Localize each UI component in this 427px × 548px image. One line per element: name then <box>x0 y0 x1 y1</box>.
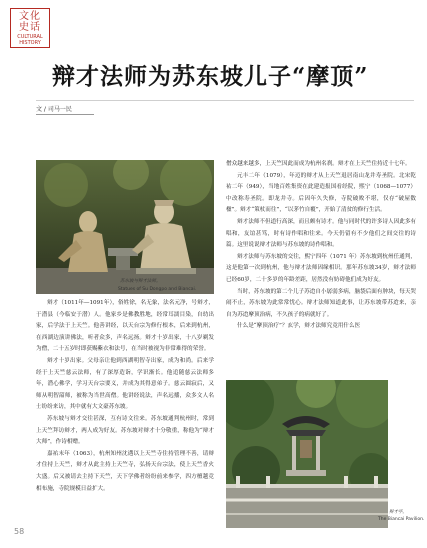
photo2-caption-en: The Biancai Pavilion. <box>378 517 425 522</box>
paragraph: 辩才（1011年—1091年），俗姓徐，名无象，法名元净，号辩才，于潜县（今临安于潜）人。他家乡是佛教胜地，经常耳濡目染，自幼出家，后学法于上天竺。他善讲经，以天台宗为修行根本，后来到杭州，在西湖边演讲佛法，听者众多，声名远扬。辩才十岁出家，十八岁剃发为僧，二十五岁时即获赐紫衣和法号，在当时被视为非常难得的荣誉。 <box>36 300 214 353</box>
paragraph: 元丰二年（1079），年迈的辩才从上天竺退居南山龙井寿圣院。北宋乾祐二年（949），当地百姓集资在此建造报国看经院，熙宁（1068—1077）中改称寿圣院。即龙井寺。后因年久失修，寺院破败不堪，仅存“破屋数楹”。辩才“策杖而往”，“以茅竹自覆”，开始了清贫的修行生活。 <box>226 172 416 214</box>
right-column <box>226 159 416 333</box>
paragraph: 僧众越来越多，上天竺因此而成为杭州名刹。辩才在上天竺住持近十七年。 <box>226 161 411 167</box>
photo1-caption-cn: 苏东坡与辩才法师。 <box>120 279 161 284</box>
left-column <box>36 298 214 495</box>
logo-chars: 文化 史话 <box>19 11 41 33</box>
pavilion-photo <box>226 380 388 528</box>
page-number: 58 <box>14 527 25 536</box>
author-byline: 文 / 司马一民 <box>36 106 72 113</box>
paragraph: 当时，苏东坡的第二个儿子苏迨自小孱弱多病，脑袋后面有肿块，每天哭闹不止，苏东坡为此常常忧心。辩才法师知道此事，让苏东坡带苏迨来，亲自为苏迨摩顶治病，不久孩子的病就好了。 <box>226 288 417 318</box>
author-divider <box>36 114 94 115</box>
article-title: 辩才法师为苏东坡儿子“摩顶” <box>52 63 369 90</box>
logo-subtitle: CULTURAL HISTORY <box>17 34 43 46</box>
photo1-caption-en: Statues of Su Dongpo and Biancai. <box>118 287 197 292</box>
paragraph: 苏东坡与辩才交往甚深，互有诗文往来。苏东坡通判杭州时，常到上天竺拜访辩才，两人成为好友。苏东坡对辩才十分敬重，称他为“辩才大师”，作诗相赠。 <box>36 415 214 446</box>
title-divider <box>36 100 414 101</box>
magazine-logo <box>10 8 50 48</box>
statue-photo <box>36 160 214 294</box>
photo2-caption-cn: 辩才亭。 <box>389 510 407 515</box>
paragraph: 辩才法师与苏东坡的交往，熙宁四年（1071 年）苏东坡到杭州任通判，这是他第一次到杭州，他与辩才法师因缘相识。那年苏东坡34岁，辩才法师已经60岁，二十多岁的年龄差距，居然没有妨碍他们成为好友。 <box>226 253 416 283</box>
paragraph: 辩才十岁出家。父母亲让他到西湖明智寺出家，成为和尚。后来学经于上天竺慈云法师，有了深厚造诣，学识渐长。他追随慈云法师多年，潜心佛学，学习天台宗要义，并成为其得意弟子。慈云圆寂后，又师从明智韶师，被称为当世高僧。他讲经说法，声名远播，众多文人名士纷纷来访，其中就有大文豪苏东坡。 <box>36 357 214 411</box>
paragraph: 辩才法师不但道行高深，而且颇有诗才。他与同时代的许多诗人因此多有唱和，友谊甚笃，时有诗作唱和往来。今天仍留有不少他们之间交往的诗篇。这里说说辩才法师与苏东坡的诗作唱和。 <box>226 218 417 249</box>
paragraph: 什么是“摩顶治疗”？玄学，辩才法师究竟用什么医 <box>237 323 361 330</box>
paragraph: 嘉祐末年（1063），杭州知州沈遘以上天竺寺住持管理不善，请辩才住持上天竺，辩才从此主持上天竺寺，弘扬天台宗法，使上天竺香火大盛。后又被请去主持下天竺，天下学佛者纷纷前来参学，四方檀越竞相布施，寺院规模日益扩大。 <box>36 450 214 492</box>
